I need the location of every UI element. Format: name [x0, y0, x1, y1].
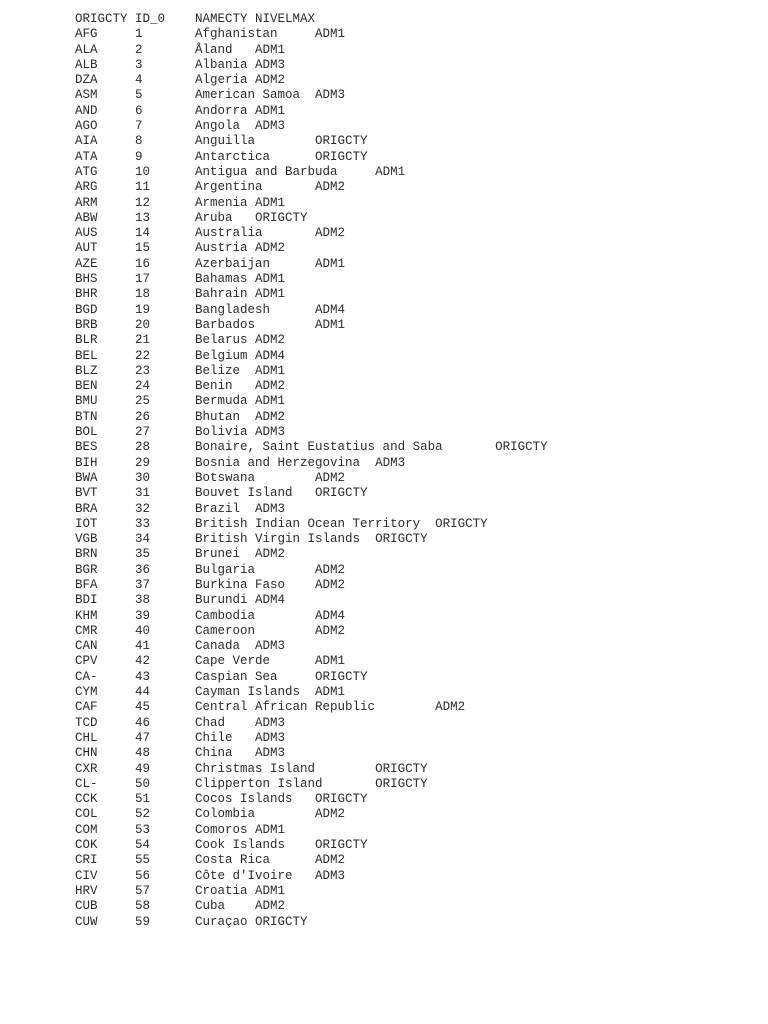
table-row: BWA 30 Botswana ADM2: [75, 470, 346, 485]
table-row: CAN 41 Canada ADM3: [75, 639, 286, 654]
table-row: ATG 10 Antigua and Barbuda ADM1: [75, 164, 406, 179]
table-row: COM 53 Comoros ADM1: [75, 822, 286, 837]
text-document: [75, 12, 548, 930]
table-row: BLR 21 Belarus ADM2: [75, 333, 286, 348]
table-row: BMU 25 Bermuda ADM1: [75, 394, 286, 409]
table-row: BTN 26 Bhutan ADM2: [75, 409, 286, 424]
table-row: CHL 47 Chile ADM3: [75, 730, 286, 745]
table-row: ASM 5 American Samoa ADM3: [75, 88, 346, 103]
table-row: BEL 22 Belgium ADM4: [75, 348, 286, 363]
table-row: CA- 43 Caspian Sea ORIGCTY: [75, 669, 368, 684]
table-row: CUW 59 Curaçao ORIGCTY: [75, 914, 308, 929]
table-row: HRV 57 Croatia ADM1: [75, 883, 286, 898]
table-row: COL 52 Colombia ADM2: [75, 807, 346, 822]
table-row: AFG 1 Afghanistan ADM1: [75, 27, 346, 42]
table-row: CAF 45 Central African Republic ADM2: [75, 700, 466, 715]
table-row: AGO 7 Angola ADM3: [75, 119, 286, 134]
table-row: CL- 50 Clipperton Island ORIGCTY: [75, 776, 428, 791]
table-row: DZA 4 Algeria ADM2: [75, 73, 286, 88]
table-row: ALB 3 Albania ADM3: [75, 57, 286, 72]
table-row: KHM 39 Cambodia ADM4: [75, 608, 346, 623]
table-row: ALA 2 Åland ADM1: [75, 42, 286, 57]
table-row: CXR 49 Christmas Island ORIGCTY: [75, 761, 428, 776]
table-row: BLZ 23 Belize ADM1: [75, 363, 286, 378]
table-row: BHS 17 Bahamas ADM1: [75, 272, 286, 287]
table-row: BGR 36 Bulgaria ADM2: [75, 562, 346, 577]
table-row: AND 6 Andorra ADM1: [75, 103, 286, 118]
table-row: CUB 58 Cuba ADM2: [75, 899, 286, 914]
table-row: VGB 34 British Virgin Islands ORIGCTY: [75, 532, 428, 547]
table-row: BGD 19 Bangladesh ADM4: [75, 302, 346, 317]
table-row: BRB 20 Barbados ADM1: [75, 317, 346, 332]
table-row: BEN 24 Benin ADM2: [75, 379, 286, 394]
table-row: CCK 51 Cocos Islands ORIGCTY: [75, 792, 368, 807]
table-row: AZE 16 Azerbaijan ADM1: [75, 256, 346, 271]
table-row: ARM 12 Armenia ADM1: [75, 195, 286, 210]
table-row: AUT 15 Austria ADM2: [75, 241, 286, 256]
table-row: BES 28 Bonaire, Saint Eustatius and Saba ORIGCTY: [75, 440, 548, 455]
table-row: BRA 32 Brazil ADM3: [75, 501, 286, 516]
table-row: BFA 37 Burkina Faso ADM2: [75, 577, 346, 592]
table-row: COK 54 Cook Islands ORIGCTY: [75, 838, 368, 853]
table-row: BVT 31 Bouvet Island ORIGCTY: [75, 486, 368, 501]
table-row: AUS 14 Australia ADM2: [75, 226, 346, 241]
table-row: BRN 35 Brunei ADM2: [75, 547, 286, 562]
table-row: CYM 44 Cayman Islands ADM1: [75, 685, 346, 700]
table-row: BIH 29 Bosnia and Herzegovina ADM3: [75, 455, 406, 470]
table-row: ARG 11 Argentina ADM2: [75, 180, 346, 195]
table-row: IOT 33 British Indian Ocean Territory ORIGCTY: [75, 516, 488, 531]
table-row: CRI 55 Costa Rica ADM2: [75, 853, 346, 868]
table-row: AIA 8 Anguilla ORIGCTY: [75, 134, 368, 149]
table-row: TCD 46 Chad ADM3: [75, 715, 286, 730]
table-row: ATA 9 Antarctica ORIGCTY: [75, 149, 368, 164]
table-row: CMR 40 Cameroon ADM2: [75, 623, 346, 638]
table-row: BDI 38 Burundi ADM4: [75, 593, 286, 608]
table-row: BHR 18 Bahrain ADM1: [75, 287, 286, 302]
table-row: BOL 27 Bolivia ADM3: [75, 425, 286, 440]
table-row: CIV 56 Côte d'Ivoire ADM3: [75, 868, 346, 883]
table-row: CPV 42 Cape Verde ADM1: [75, 654, 346, 669]
table-row: CHN 48 China ADM3: [75, 746, 286, 761]
table-row: ABW 13 Aruba ORIGCTY: [75, 210, 308, 225]
table-header-line: ORIGCTY ID_0 NAMECTY NIVELMAX: [75, 12, 316, 26]
